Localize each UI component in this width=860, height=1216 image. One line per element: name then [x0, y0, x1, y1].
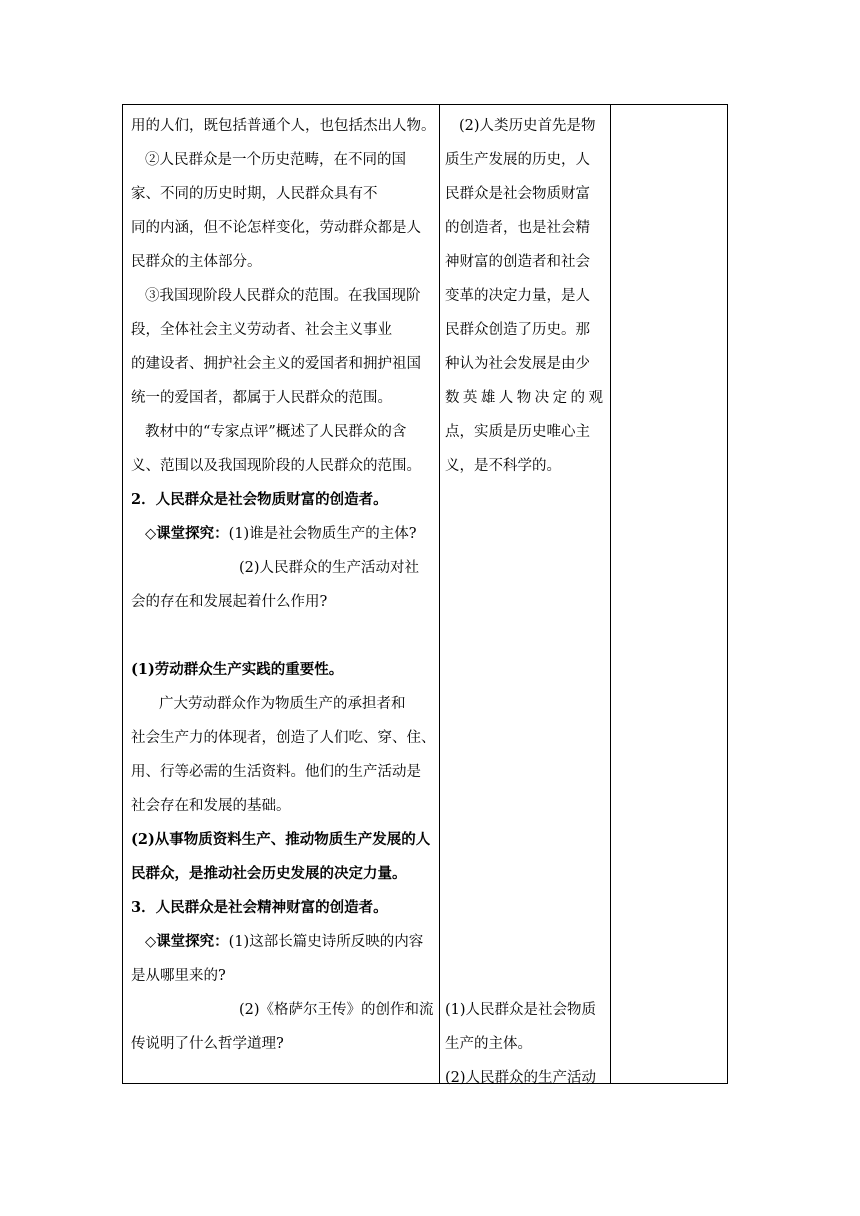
- text-line: 民群众创造了历史。那: [445, 322, 590, 338]
- sub-heading: (2)从事物质资料生产、推动物质生产发展的人: [131, 831, 431, 848]
- text-line: 同的内涵，但不论怎样变化，劳动群众都是人: [131, 220, 421, 236]
- text-line: ②人民群众是一个历史范畴，在不同的国: [145, 152, 406, 168]
- text-line: 的创造者，也是社会精: [445, 220, 590, 236]
- text-line: 统一的爱国者，都属于人民群众的范围。: [131, 390, 392, 406]
- text-line: 变革的决定力量，是人: [445, 288, 590, 304]
- text-line: 教材中的“专家点评”概述了人民群众的含: [145, 424, 407, 440]
- content-column: [131, 105, 439, 1083]
- sub-heading: 民群众，是推动社会历史发展的决定力量。: [131, 865, 407, 882]
- text-line: 质生产发展的历史，人: [445, 152, 590, 168]
- inquiry-label: ◇课堂探究：: [145, 525, 229, 542]
- text-line: 社会生产力的体现者，创造了人们吃、穿、住、: [131, 730, 436, 746]
- text-line: 用的人们，既包括普通个人，也包括杰出人物。: [131, 118, 436, 134]
- text-line: 会的存在和发展起着什么作用?: [131, 594, 328, 610]
- text-line: 传说明了什么哲学道理?: [131, 1036, 284, 1052]
- text-line: [145, 517, 416, 551]
- text-line: 的建设者、拥护社会主义的爱国者和拥护祖国: [131, 356, 421, 372]
- text-line: (1)人民群众是社会物质: [445, 1002, 597, 1018]
- text-line: 神财富的创造者和社会: [445, 254, 590, 270]
- section-heading: 2．人民群众是社会物质财富的创造者。: [131, 491, 388, 508]
- text-line: 社会存在和发展的基础。: [131, 798, 291, 814]
- text-line: 民群众是社会物质财富: [445, 186, 590, 202]
- text-line: 种认为社会发展是由少: [445, 356, 590, 372]
- text-line: 广大劳动群众作为物质生产的承担者和: [159, 696, 406, 712]
- inquiry-question: (1)谁是社会物质生产的主体?: [228, 526, 417, 542]
- text-line: (2)《格萨尔王传》的创作和流: [239, 1002, 434, 1018]
- lesson-table: [122, 104, 728, 1084]
- column-divider-1: [439, 105, 440, 1083]
- text-line: 用、行等必需的生活资料。他们的生产活动是: [131, 764, 421, 780]
- sub-heading: (1)劳动群众生产实践的重要性。: [131, 661, 344, 678]
- section-heading: 3．人民群众是社会精神财富的创造者。: [131, 899, 388, 916]
- text-line: 是从哪里来的?: [131, 968, 226, 984]
- text-line: 段，全体社会主义劳动者、社会主义事业: [131, 322, 392, 338]
- text-line: 义，是不科学的。: [445, 458, 561, 474]
- answer-column: [445, 105, 609, 1086]
- text-line: 民群众的主体部分。: [131, 254, 262, 270]
- text-line: 家、不同的历史时期，人民群众具有不: [131, 186, 378, 202]
- text-line: 义、范围以及我国现阶段的人民群众的范围。: [131, 458, 421, 474]
- text-line: 点，实质是历史唯心主: [445, 424, 590, 440]
- text-line: [145, 925, 423, 959]
- inquiry-label: ◇课堂探究：: [145, 933, 229, 950]
- text-line: (2)人类历史首先是物: [459, 118, 596, 134]
- inquiry-question: (1)这部长篇史诗所反映的内容: [228, 934, 424, 950]
- text-line: (2)人民群众的生产活动对社: [239, 560, 420, 576]
- text-line: (2)人民群众的生产活动: [445, 1070, 597, 1086]
- text-line: 生产的主体。: [445, 1036, 532, 1052]
- text-line: 数英雄人物决定的观: [445, 390, 603, 406]
- column-divider-2: [610, 105, 611, 1083]
- text-line: ③我国现阶段人民群众的范围。在我国现阶: [145, 288, 421, 304]
